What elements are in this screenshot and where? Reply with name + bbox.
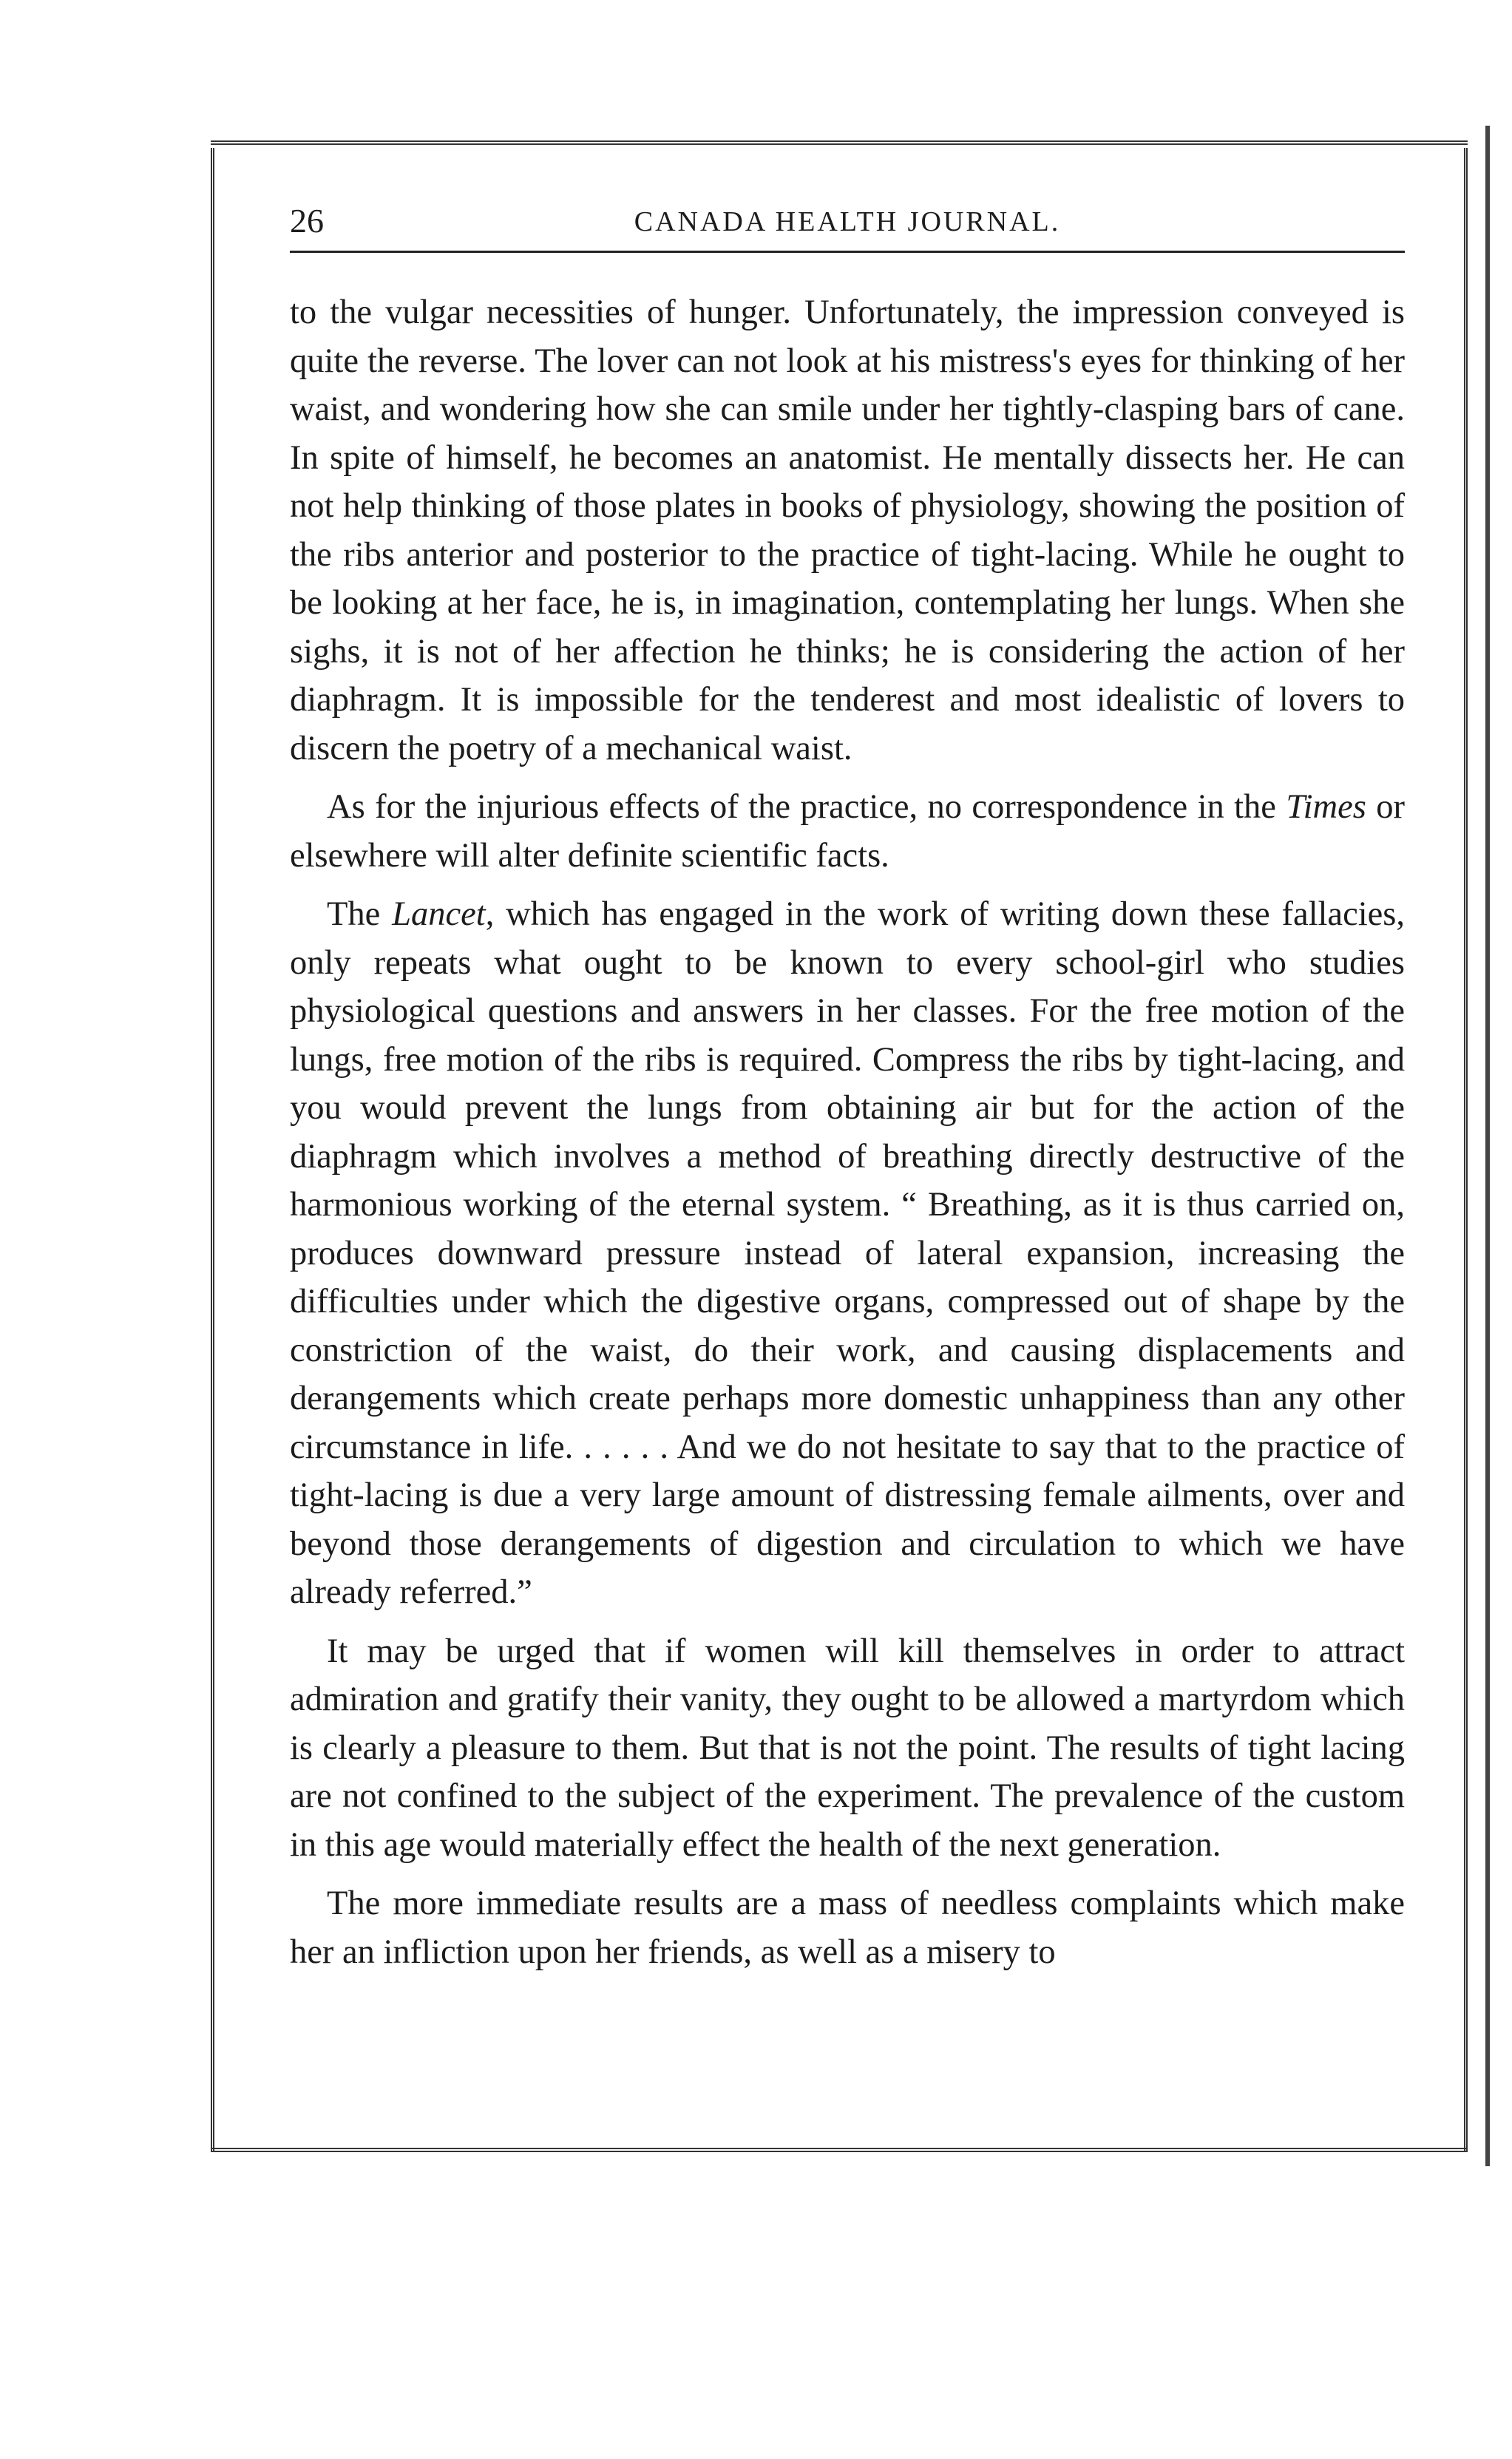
paragraph	[290, 1627, 1405, 1870]
bottom-border-rule	[211, 2148, 1468, 2152]
top-border-rule	[211, 140, 1468, 145]
paragraph	[290, 1879, 1405, 1976]
text-run: or elsewhere will alter definite scientific facts.	[290, 788, 1405, 875]
binding-edge-mark	[1485, 126, 1490, 2166]
text-run: It may be urged that if women will kill themselves in order to attract admiration and gratify their vanity, they ought to be allowed a martyrdom which is clearly a pleasure to them. But that is not the point. The results of tight lacing are not confined to the subject of the experiment. The prevalence of the custom in this age would materially effect the health of the next generation.	[290, 1632, 1405, 1864]
italic-title: Times	[1286, 788, 1366, 826]
text-run: As for the injurious effects of the practice, no correspondence in the	[327, 788, 1286, 826]
running-head: CANADA HEALTH JOURNAL.	[634, 206, 1061, 237]
text-run: The more immediate results are a mass of needless complaints which make her an infliction upon her friends, as well as a misery to	[290, 1885, 1405, 1971]
body-text	[290, 288, 1405, 1987]
paragraph-continuation	[290, 288, 1405, 773]
italic-title: Lancet	[392, 895, 486, 933]
paragraph	[290, 783, 1405, 880]
text-run: The	[327, 895, 393, 933]
paragraph	[290, 890, 1405, 1617]
text-run: to the vulgar necessities of hunger. Unfortunately, the impression conveyed is quite the reverse. The lover can not look at his mistress's eyes for thinking of her waist, and wondering how she can smile under her tightly-clasping bars of cane. In spite of himself, he becomes an anatomist. He mentally dissects her. He can not help thinking of those plates in books of physiology, showing the position of the ribs anterior and posterior to the practice of tight-lacing. While he ought to be looking at her face, he is, in imagination, contemplating her lungs. When she sighs, it is not of her affection he thinks; he is considering the action of her diaphragm. It is impossible for the tenderest and most idealistic of lovers to discern the poetry of a mechanical waist.	[290, 294, 1405, 767]
page-number: 26	[290, 202, 324, 240]
text-run: , which has engaged in the work of writing down these fallacies, only repeats what ought to be known to every school-girl who studies physiological questions and answers in her classes. For the free motion of the lungs, free motion of the ribs is required. Compress the ribs by tight-lacing, and you would prevent the lungs from obtaining air but for the action of the diaphragm which involves a method of breathing directly destructive of the harmonious working of the eternal system. “ Breathing, as it is thus carried on, produces downward pressure instead of lateral expansion, increasing the difficulties under which the digestive organs, compressed out of shape by the constriction of the waist, do their work, and causing displacements and derangements which create perhaps more domestic unhappiness than any other circumstance in life. . . . . . And we do not hesitate to say that to the practice of tight-lacing is due a very large amount of distressing female ailments, over and beyond those derangements of digestion and circulation to which we have already referred.”	[290, 895, 1405, 1611]
page-header	[290, 201, 1405, 253]
